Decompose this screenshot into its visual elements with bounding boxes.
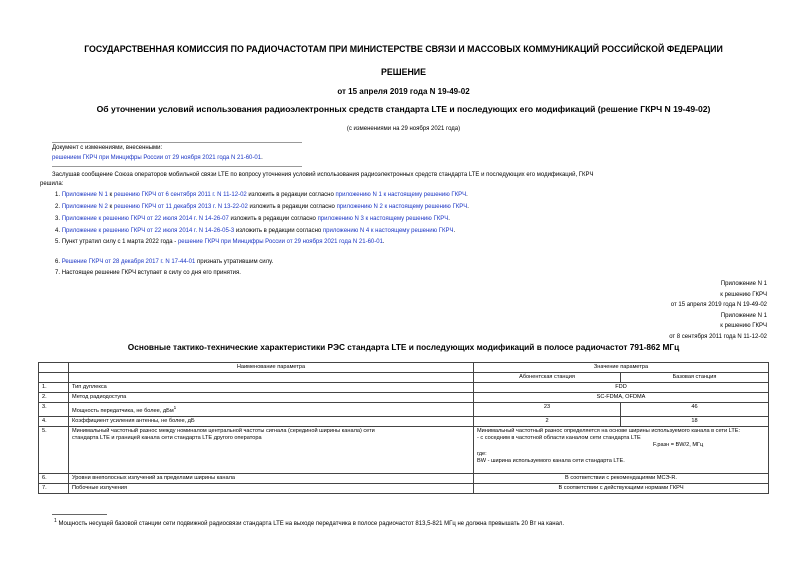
changes-label: Документ с изменениями, внесенными:: [52, 145, 163, 151]
param-name: Побочные излучения: [69, 483, 474, 493]
param-name-cell: [69, 426, 474, 473]
item-link[interactable]: решению ГКРЧ от 6 сентября 2011 г. N 11-12-02: [113, 192, 247, 198]
specs-table: [38, 362, 769, 494]
base-value: 46: [621, 403, 769, 417]
changes-link[interactable]: решением ГКРЧ при Минцифры России от 29 ноября 2021 года N 21-60-01: [52, 155, 262, 161]
list-item: [55, 227, 455, 236]
item-link[interactable]: приложению N 3 к настоящему решению ГКРЧ: [317, 216, 449, 222]
param-value: - с соседним в частотной области каналом сети стандарта LTE: [477, 434, 641, 441]
param-name: Минимальный частотный разнос между номиналом центральной частоты сигнала (серединой ширины канала) сети: [72, 427, 375, 434]
item-number: 7.: [55, 270, 61, 276]
footnote-ref[interactable]: 1: [173, 405, 177, 410]
param-name: Тип дуплекса: [69, 383, 474, 393]
row-number: 2.: [39, 393, 69, 403]
item-text: изложить в редакции согласно: [234, 228, 323, 234]
table-row: [39, 426, 769, 473]
footnote-text: Мощность несущей базовой станции сети подвижной радиосвязи стандарта LTE на выходе передатчика в полосе радиочастот 813,5-821 МГц не должна превышать 20 Вт на канал.: [56, 521, 565, 527]
list-item: [55, 191, 468, 200]
divider: [52, 142, 302, 143]
param-name: стандарта LTE и границей канала сети стандарта LTE другого оператора: [72, 434, 262, 441]
table-header-row: [39, 363, 769, 373]
table-title: Основные тактико-технические характеристики РЭС стандарта LTE и последующих модификаций в полосе радиочастот 791-862 МГц: [127, 342, 680, 352]
item-link[interactable]: Приложение N 1: [61, 192, 108, 198]
changes-line: [52, 154, 263, 163]
footnote: [54, 517, 564, 529]
decision-heading: РЕШЕНИЕ: [381, 67, 426, 77]
item-text: .: [448, 216, 450, 222]
divider: [52, 166, 302, 167]
base-header: Базовая станция: [621, 373, 769, 383]
item-text: Настоящее решение ГКРЧ вступает в силу со дня его принятия.: [61, 270, 241, 276]
param-name: Метод радиодоступа: [69, 393, 474, 403]
item-link[interactable]: приложению N 4 к настоящему решению ГКРЧ: [322, 228, 454, 234]
item-link[interactable]: Приложение к решению ГКРЧ от 22 июля 2014 г. N 14-26-05-3: [61, 228, 235, 234]
item-link[interactable]: решению ГКРЧ от 11 декабря 2013 г. N 13-22-02: [113, 204, 248, 210]
item-text: .: [382, 239, 385, 245]
row-number: 1.: [39, 383, 69, 393]
item-number: 1.: [55, 192, 61, 198]
list-item: [55, 238, 385, 247]
table-row: [39, 416, 769, 426]
subscriber-value: 2: [474, 416, 621, 426]
row-number: 3.: [39, 403, 69, 417]
appendix-label: к решению ГКРЧ: [720, 323, 767, 329]
appendix-label: к решению ГКРЧ: [720, 292, 767, 298]
amendment-note: (с изменениями на 29 ноября 2021 года): [346, 126, 461, 132]
item-link[interactable]: приложению N 2 к настоящему решению ГКРЧ: [336, 204, 468, 210]
item-text: признать утратившим силу.: [195, 259, 274, 265]
param-value: FDD: [474, 383, 769, 393]
param-header: Наименование параметра: [69, 363, 474, 373]
item-number: 5.: [55, 239, 61, 245]
formula: F.разн = BW/2, МГц: [653, 441, 704, 448]
param-value: В соответствии с рекомендациями МСЭ-R.: [474, 473, 769, 483]
list-item: [55, 258, 273, 267]
item-text: изложить в редакции согласно: [247, 204, 337, 210]
footnote-divider: [52, 514, 107, 515]
preamble-line: Заслушав сообщение Союза операторов мобильной связи LTE по вопросу уточнения условий использования радиоэлектронных средств стандарта LTE и последующих его модификаций, ГКРЧ: [52, 172, 594, 178]
appendix-label: от 15 апреля 2019 года N 19-49-02: [670, 302, 767, 308]
item-link[interactable]: решение ГКРЧ при Минцифры России от 29 ноября 2021 года N 21-60-01: [177, 239, 383, 245]
table-cell: [69, 373, 474, 383]
item-number: 3.: [55, 216, 61, 222]
param-name: Мощность передатчика, не более, дБм: [72, 407, 174, 414]
list-item: [55, 203, 469, 212]
table-row: [39, 383, 769, 393]
item-text: изложить в редакции согласно: [246, 192, 336, 198]
appendix-label: от 8 сентября 2011 года N 11-12-02: [669, 334, 767, 340]
appendix-label: Приложение N 1: [720, 281, 767, 287]
param-name-cell: [69, 403, 474, 417]
param-name: Коэффициент усиления антенны, не более, дБ: [69, 416, 474, 426]
param-name: Уровни внеполосных излучений за пределами ширины канала: [69, 473, 474, 483]
param-value-cell: [474, 426, 769, 473]
param-value: Минимальный частотный разнос определяется на основе ширины используемого канала в сети LTE:: [477, 427, 741, 434]
item-number: 6.: [55, 259, 61, 265]
appendix-label: Приложение N 1: [720, 313, 767, 319]
row-number: 7.: [39, 483, 69, 493]
table-row: [39, 393, 769, 403]
subscriber-header: Абонентская станция: [474, 373, 621, 383]
param-value: SC-FDMA, OFDMA: [474, 393, 769, 403]
item-text: .: [453, 228, 456, 234]
table-header-row: [39, 373, 769, 383]
row-number: 5.: [39, 426, 69, 473]
value-header: Значение параметра: [474, 363, 769, 373]
item-number: 4.: [55, 228, 61, 234]
item-text: к: [107, 192, 114, 198]
footnote-mark: 1: [54, 518, 57, 524]
item-link[interactable]: Решение ГКРЧ от 28 декабря 2017 г. N 17-44-01: [61, 259, 196, 265]
commission-heading: ГОСУДАРСТВЕННАЯ КОМИССИЯ ПО РАДИОЧАСТОТАМ ПРИ МИНИСТЕРСТВЕ СВЯЗИ И МАССОВЫХ КОММУНИКАЦИЙ РОССИЙСКОЙ ФЕДЕРАЦИИ: [84, 44, 723, 54]
table-cell: [39, 363, 69, 373]
base-value: 18: [621, 416, 769, 426]
table-row: [39, 473, 769, 483]
table-row: [39, 403, 769, 417]
list-item: [55, 269, 241, 278]
decision-date: от 15 апреля 2019 года N 19-49-02: [337, 87, 470, 96]
subscriber-value: 23: [474, 403, 621, 417]
param-value: В соответствии с действующими нормами ГКРЧ: [474, 483, 769, 493]
decision-subject: Об уточнении условий использования радиоэлектронных средств стандарта LTE и последующих его модификаций (решение ГКРЧ N 19-49-02): [96, 104, 711, 114]
item-text: к: [107, 204, 114, 210]
item-text: изложить в редакции согласно: [228, 216, 318, 222]
item-end: .: [466, 192, 468, 198]
row-number: 6.: [39, 473, 69, 483]
table-row: [39, 483, 769, 493]
item-text: Пункт утратил силу с 1 марта 2022 года -: [61, 239, 178, 245]
param-value: BW - ширина используемого канала сети стандарта LTE.: [477, 457, 625, 464]
item-end: .: [467, 204, 469, 210]
item-link[interactable]: приложению N 1 к настоящему решению ГКРЧ: [335, 192, 467, 198]
row-number: 4.: [39, 416, 69, 426]
item-number: 2.: [55, 204, 61, 210]
item-link[interactable]: Приложение N 2: [61, 204, 108, 210]
list-item: [55, 215, 450, 224]
changes-after: .: [261, 155, 263, 161]
item-link[interactable]: Приложение к решению ГКРЧ от 22 июля 2014 г. N 14-26-07: [61, 216, 229, 222]
table-cell: [39, 373, 69, 383]
preamble-resolved: решила:: [40, 181, 64, 187]
param-value: где:: [477, 450, 487, 457]
